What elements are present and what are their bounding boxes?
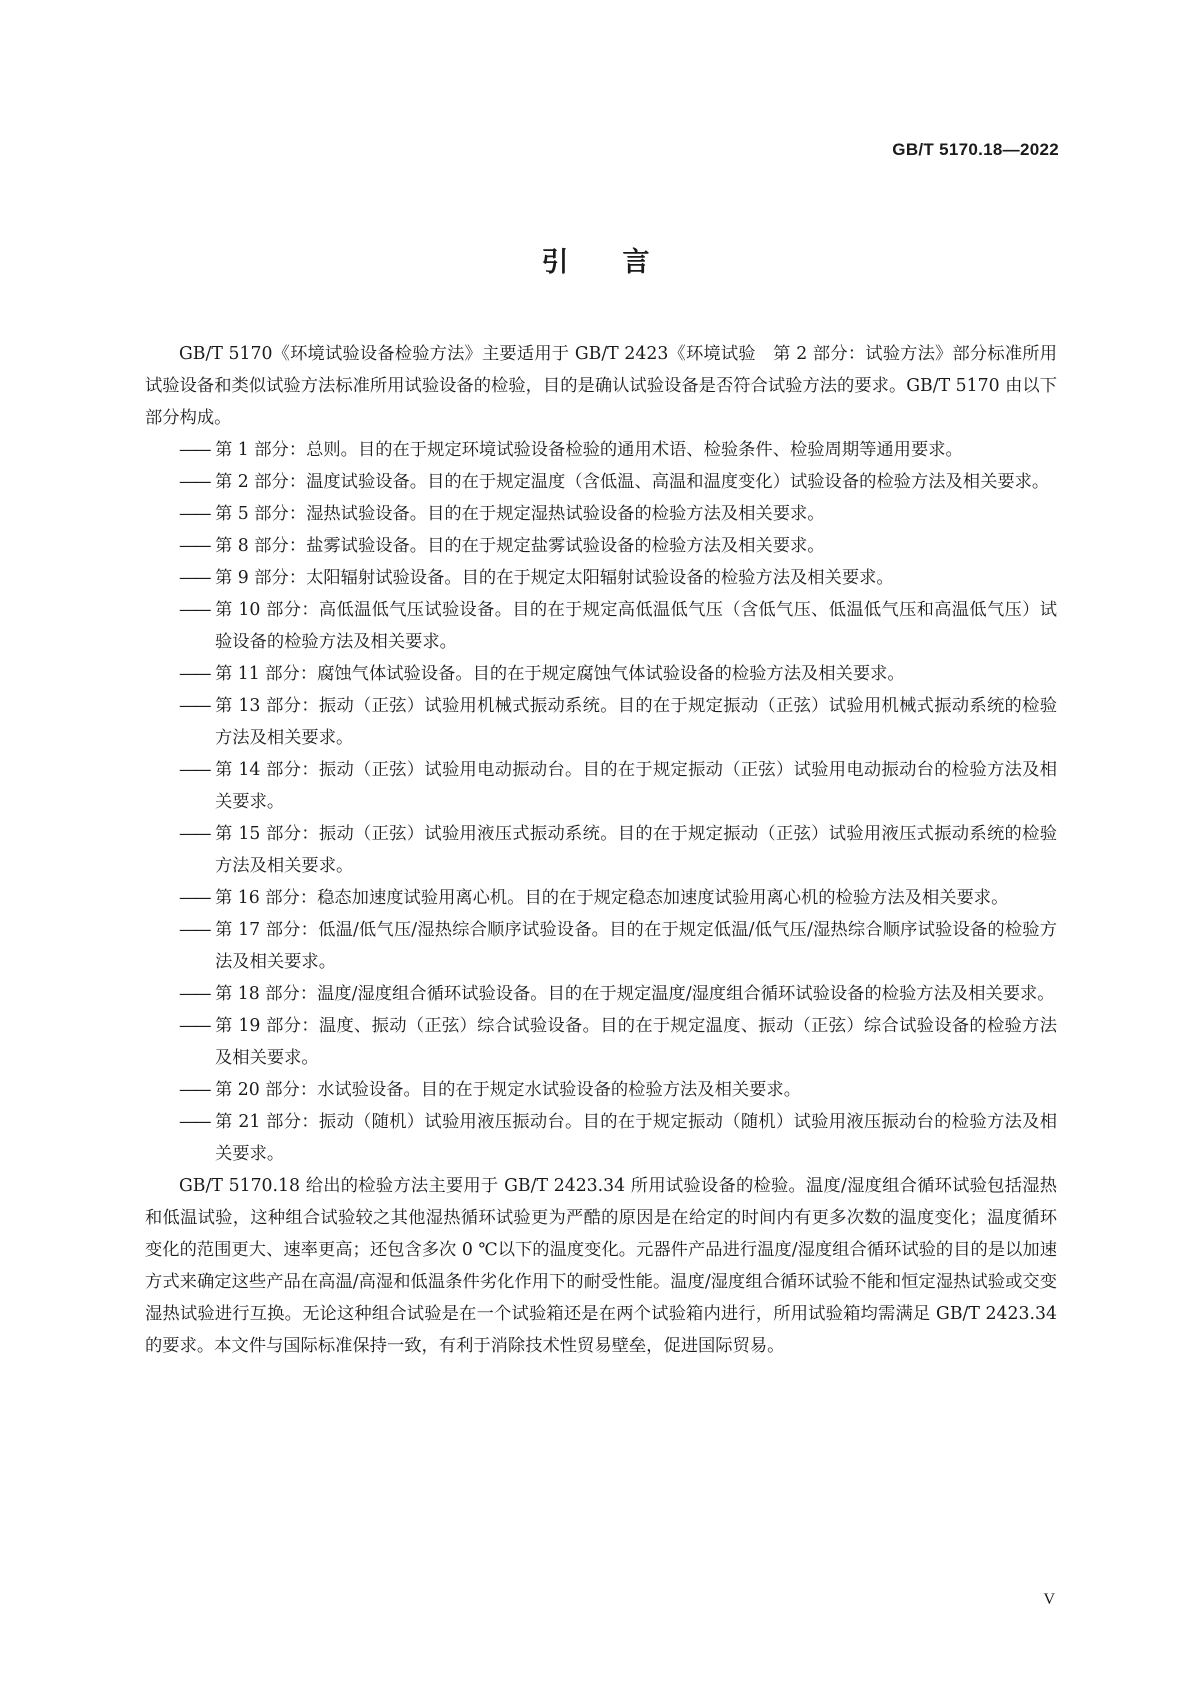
list-item xyxy=(145,1106,1057,1170)
dash-marker: —— xyxy=(179,1080,210,1100)
list-item-text: 第 11 部分：腐蚀气体试验设备。目的在于规定腐蚀气体试验设备的检验方法及相关要求。 xyxy=(215,664,905,684)
dash-marker: —— xyxy=(179,696,210,716)
list-item-text: 第 13 部分：振动（正弦）试验用机械式振动系统。目的在于规定振动（正弦）试验用机械式振动系统的检验方法及相关要求。 xyxy=(215,696,1057,748)
dash-marker: —— xyxy=(179,472,210,492)
dash-marker: —— xyxy=(179,664,210,684)
document-body xyxy=(145,338,1057,1362)
list-item-text: 第 20 部分：水试验设备。目的在于规定水试验设备的检验方法及相关要求。 xyxy=(215,1080,801,1100)
intro-paragraph: GB/T 5170《环境试验设备检验方法》主要适用于 GB/T 2423《环境试验 第 2 部分：试验方法》部分标准所用试验设备和类似试验方法标准所用试验设备的检验，目的是确认试验设备是否符合试验方法的要求。GB/T 5170 由以下部分构成。 xyxy=(145,344,1057,428)
list-item xyxy=(145,1074,1057,1106)
page-title: 引言 xyxy=(541,247,704,278)
list-item-text: 第 19 部分：温度、振动（正弦）综合试验设备。目的在于规定温度、振动（正弦）综合试验设备的检验方法及相关要求。 xyxy=(215,1016,1057,1068)
list-item-text: 第 17 部分：低温/低气压/湿热综合顺序试验设备。目的在于规定低温/低气压/湿热综合顺序试验设备的检验方法及相关要求。 xyxy=(215,920,1057,972)
list-item xyxy=(145,466,1057,498)
list-item-text: 第 10 部分：高低温低气压试验设备。目的在于规定高低温低气压（含低气压、低温低气压和高温低气压）试验设备的检验方法及相关要求。 xyxy=(215,600,1057,652)
dash-marker: —— xyxy=(179,984,210,1004)
dash-marker: —— xyxy=(179,888,210,908)
closing-paragraph: GB/T 5170.18 给出的检验方法主要用于 GB/T 2423.34 所用试验设备的检验。温度/湿度组合循环试验包括湿热和低温试验，这种组合试验较之其他湿热循环试验更为严酷的原因是在给定的时间内有更多次数的温度变化；温度循环变化的范围更大、速率更高；还包含多次 0 ℃以下的温度变化。元器件产品进行温度/湿度组合循环试验的目的是以加速方式来确定这些产品在高温/高湿和低温条件劣化作用下的耐受性能。温度/湿度组合循环试验不能和恒定湿热试验或交变湿热试验进行互换。无论这种组合试验是在一个试验箱还是在两个试验箱内进行，所用试验箱均需满足 GB/T 2423.34 的要求。本文件与国际标准保持一致，有利于消除技术性贸易壁垒，促进国际贸易。 xyxy=(145,1176,1057,1356)
list-item-text: 第 18 部分：温度/湿度组合循环试验设备。目的在于规定温度/湿度组合循环试验设备的检验方法及相关要求。 xyxy=(215,984,1055,1004)
list-item-text: 第 16 部分：稳态加速度试验用离心机。目的在于规定稳态加速度试验用离心机的检验方法及相关要求。 xyxy=(215,888,1009,908)
dash-marker: —— xyxy=(179,760,210,780)
list-item xyxy=(145,914,1057,978)
list-item xyxy=(145,818,1057,882)
dash-marker: —— xyxy=(179,440,210,460)
list-item xyxy=(145,594,1057,658)
dash-marker: —— xyxy=(179,568,210,588)
list-item xyxy=(145,754,1057,818)
list-item-text: 第 9 部分：太阳辐射试验设备。目的在于规定太阳辐射试验设备的检验方法及相关要求。 xyxy=(215,568,894,588)
list-item-text: 第 8 部分：盐雾试验设备。目的在于规定盐雾试验设备的检验方法及相关要求。 xyxy=(215,536,825,556)
dash-marker: —— xyxy=(179,536,210,556)
list-item-text: 第 5 部分：湿热试验设备。目的在于规定湿热试验设备的检验方法及相关要求。 xyxy=(215,504,825,524)
list-item-text: 第 15 部分：振动（正弦）试验用液压式振动系统。目的在于规定振动（正弦）试验用液压式振动系统的检验方法及相关要求。 xyxy=(215,824,1057,876)
list-item-text: 第 1 部分：总则。目的在于规定环境试验设备检验的通用术语、检验条件、检验周期等通用要求。 xyxy=(215,440,963,460)
parts-list xyxy=(145,434,1057,1170)
list-item xyxy=(145,1010,1057,1074)
dash-marker: —— xyxy=(179,1016,210,1036)
list-item xyxy=(145,690,1057,754)
list-item-text: 第 14 部分：振动（正弦）试验用电动振动台。目的在于规定振动（正弦）试验用电动振动台的检验方法及相关要求。 xyxy=(215,760,1057,812)
page-number: V xyxy=(1043,1591,1055,1608)
list-item-text: 第 21 部分：振动（随机）试验用液压振动台。目的在于规定振动（随机）试验用液压振动台的检验方法及相关要求。 xyxy=(215,1112,1057,1164)
dash-marker: —— xyxy=(179,1112,210,1132)
standard-number: GB/T 5170.18—2022 xyxy=(892,140,1059,159)
list-item xyxy=(145,530,1057,562)
dash-marker: —— xyxy=(179,504,210,524)
dash-marker: —— xyxy=(179,600,210,620)
list-item xyxy=(145,498,1057,530)
list-item xyxy=(145,562,1057,594)
list-item xyxy=(145,882,1057,914)
dash-marker: —— xyxy=(179,920,210,940)
list-item xyxy=(145,434,1057,466)
dash-marker: —— xyxy=(179,824,210,844)
list-item xyxy=(145,658,1057,690)
list-item xyxy=(145,978,1057,1010)
list-item-text: 第 2 部分：温度试验设备。目的在于规定温度（含低温、高温和温度变化）试验设备的检验方法及相关要求。 xyxy=(215,472,1050,492)
